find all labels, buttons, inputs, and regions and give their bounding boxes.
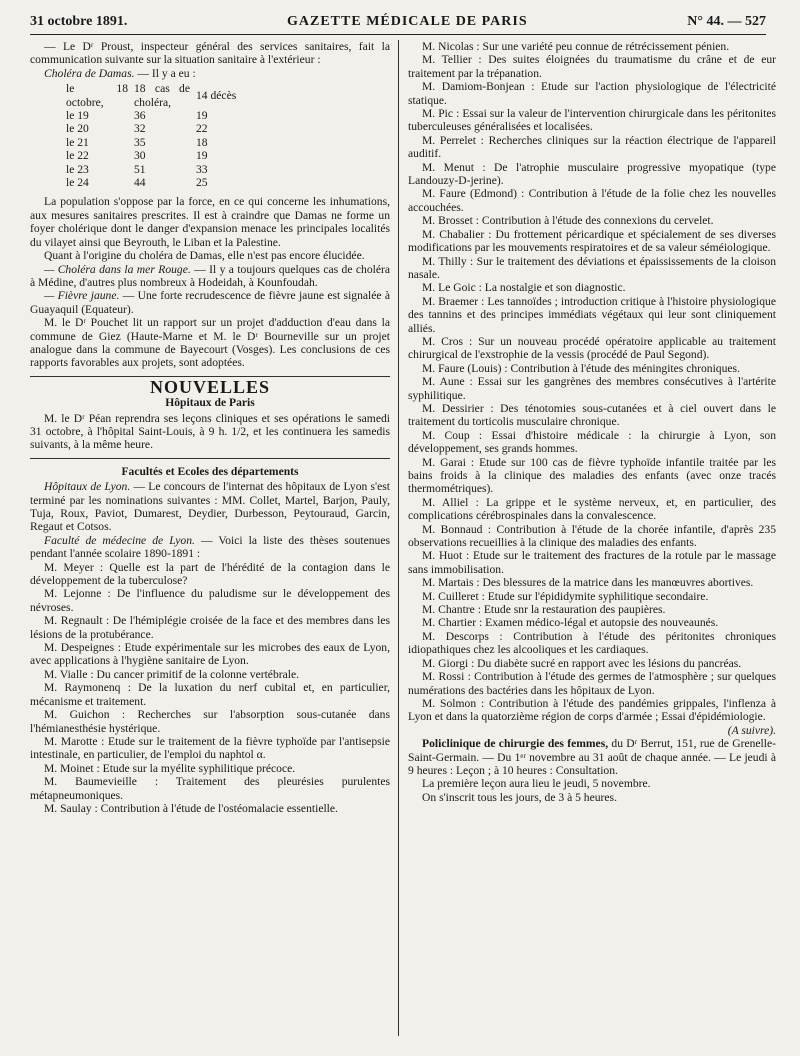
mer-rouge-paragraph: [30, 263, 390, 290]
thesis-entry: M. Brosset : Contribution à l'étude des connexions du cervelet.: [422, 214, 714, 228]
origine-paragraph: Quant à l'origine du choléra de Damas, elle n'est pas encore élucidée.: [44, 249, 365, 263]
thesis-entry: M. Faure (Edmond) : Contribution à l'étude de la folie chez les nouvelles accouchées.: [408, 187, 776, 214]
thesis-entry: M. Garai : Etude sur 100 cas de fièvre typhoïde infantile traitée par les bains froids à la clinique des maladies des enfants (avec onze tracés thermométriques).: [408, 455, 776, 496]
fievre-text: — Une forte recrudescence de fièvre jaune est signalée à Guayaquil (Equateur).: [30, 289, 390, 316]
cholera-cases: 18 cas de choléra,: [134, 82, 190, 109]
cholera-deaths: 33: [196, 162, 208, 176]
mer-rouge-text: — Il y a toujours quelques cas de choléra à Médine, d'autres plus nombreux à Hodeidah, à Kounfoudah.: [30, 262, 390, 289]
cholera-row: [66, 149, 262, 162]
thesis-entry: M. Coup : Essai d'histoire médicale : la chirurgie à Lyon, son développement, ses grands hommes.: [408, 428, 776, 456]
thesis-entry: M. Huot : Etude sur le traitement des fractures de la rotule par le massage sans immobilisation.: [408, 549, 776, 576]
facultes-heading: Facultés et Ecoles des départements: [121, 464, 299, 478]
issue-date: 31 octobre 1891.: [30, 14, 128, 29]
thesis-entry: M. Baumevieille : Traitement des pleurésies purulentes métapneumoniques.: [30, 775, 390, 802]
fievre-paragraph: [30, 289, 390, 316]
thesis-entry: M. Moinet : Etude sur la myélite syphilitique précoce.: [44, 761, 296, 775]
damas-rest: — Il y a eu :: [134, 66, 196, 80]
left-column: [30, 40, 390, 815]
lyon-paragraph: [30, 480, 390, 534]
thesis-entry: M. Raymonenq : De la luxation du nerf cubital et, en particulier, mécanisme et traitement.: [30, 681, 390, 708]
thesis-entry: M. Rossi : Contribution à l'étude des germes de l'atmosphère ; sur quelques numérations des bactéries dans les hôpitaux de Lyon.: [408, 670, 776, 697]
population-paragraph: La population s'oppose par la force, en ce qui concerne les inhumations, aux mesures sanitaires prescrites. Il est à craindre que Damas ne forme un foyer cholérique dont le danger d'expansion menace les principales localités du vilayet ainsi que Beyrouth, le Liban et la Palestine.: [30, 195, 390, 249]
cholera-row: [66, 176, 262, 189]
thesis-entry: M. Alliel : La grippe et le système nerveux, et, en particulier, des complications cérébrospinales dans la convalescence.: [408, 495, 776, 523]
cholera-table: [66, 82, 262, 189]
faculte-title: Faculté de médecine de Lyon.: [44, 533, 195, 547]
thesis-entry: M. Martais : Des blessures de la matrice dans les manœuvres abortives.: [422, 576, 754, 590]
section-rule-2: [30, 458, 390, 459]
faculte-text: — Voici la liste des thèses soutenues pendant l'année scolaire 1890-1891 :: [30, 533, 390, 561]
cholera-cases: 51: [134, 162, 146, 176]
thesis-entry: M. Perrelet : Recherches cliniques sur la réaction électrique de l'appareil auditif.: [408, 133, 776, 161]
hopitaux-paris-heading: Hôpitaux de Paris: [165, 396, 255, 410]
thesis-entry: M. Guichon : Recherches sur l'absorption sous-cutanée dans l'hémianesthésie hystérique.: [30, 708, 390, 735]
column-divider: [398, 40, 399, 1036]
thesis-entry: M. Nicolas : Sur une variété peu connue de rétrécissement pénien.: [422, 40, 730, 53]
cholera-deaths: 19: [196, 109, 208, 123]
cholera-deaths: 19: [196, 149, 208, 163]
cholera-cases: 35: [134, 135, 146, 149]
inscription: On s'inscrit tous les jours, de 3 à 5 heures.: [422, 790, 617, 804]
page-header: [30, 14, 766, 32]
thesis-entry: M. Saulay : Contribution à l'étude de l'ostéomalacie essentielle.: [44, 801, 338, 815]
cholera-day: le 24: [66, 176, 89, 190]
thesis-entry: M. Giorgi : Du diabète sucré en rapport avec les lésions du pancréas.: [422, 656, 742, 670]
thesis-entry: M. Despeignes : Etude expérimentale sur les microbes des eaux de Lyon, avec applications à l'hygiène sanitaire de Lyon.: [30, 641, 390, 668]
cholera-row: [66, 82, 262, 109]
cholera-deaths: 18: [196, 135, 208, 149]
thesis-entry: M. Descorps : Contribution à l'étude des péritonites chroniques idiopathiques chez les alcooliques et les cardiaques.: [408, 629, 776, 657]
thesis-entry: M. Cros : Sur un nouveau procédé opératoire applicable au traitement chirurgical de l'exstrophie de la vessis (procédé de Paul Segond).: [408, 334, 776, 362]
cholera-row: [66, 109, 262, 122]
journal-title: GAZETTE MÉDICALE DE PARIS: [287, 14, 528, 29]
thesis-entry: M. Tellier : Des suites éloignées du traumatisme du crâne et de eur traitement par la trépanation.: [408, 53, 776, 80]
premiere-lecon: La première leçon aura lieu le jeudi, 5 novembre.: [422, 777, 651, 791]
thesis-entry: M. Chantre : Etude snr la restauration des paupières.: [422, 603, 666, 617]
pean-paragraph: M. le Dʳ Péan reprendra ses leçons cliniques et ses opérations le samedi 31 octobre, à l'hôpital Saint-Louis, à 9 h. 1/2, et les continuera les samedis suivants, à la même heure.: [30, 411, 390, 452]
lyon-text: — Le concours de l'internat des hôpitaux de Lyon s'est terminé par les nominations suivantes : MM. Collet, Martel, Barjon, Pauly, Tuja, Roux, Paviot, Dumarest, Deydier, Durbesson, Peytouraud, Garcin, Regaut et Cotsos.: [30, 480, 390, 534]
intro-paragraph: — Le Dʳ Proust, inspecteur général des services sanitaires, fait la communication suivante sur la situation sanitaire à l'extérieur :: [30, 40, 390, 67]
right-theses-list: [408, 40, 776, 724]
cholera-cases: 36: [134, 109, 146, 123]
thesis-entry: M. Thilly : Sur le traitement des déviations et épaississements de la cloison nasale.: [408, 254, 776, 281]
thesis-entry: M. Meyer : Quelle est la part de l'hérédité de la contagion dans le développement de la tuberculose?: [30, 560, 390, 588]
thesis-entry: M. Le Goic : La nostalgie et son diagnostic.: [422, 281, 626, 295]
cholera-day: le 22: [66, 149, 89, 163]
cholera-day: le 21: [66, 135, 89, 149]
cholera-cases: 32: [134, 122, 146, 136]
cholera-deaths: 22: [196, 122, 208, 136]
lyon-title: Hôpitaux de Lyon.: [44, 480, 131, 494]
cholera-deaths: 25: [196, 176, 208, 190]
thesis-entry: M. Pic : Essai sur la valeur de l'intervention chirurgicale dans les péritonites tuberculeuses généralisées et localisées.: [408, 107, 776, 134]
cholera-row: [66, 163, 262, 176]
cholera-row: [66, 122, 262, 135]
thesis-entry: M. Marotte : Etude sur le traitement de la fièvre typhoïde par l'antisepsie intestinale, en particulier, de l'emploi du naphtol α.: [30, 734, 390, 762]
policlinique-title: Policlinique de chirurgie des femmes,: [422, 737, 609, 751]
cholera-day: le 19: [66, 109, 89, 123]
pouchet-paragraph: M. le Dʳ Pouchet lit un rapport sur un projet d'adduction d'eau dans la commune de Giez (Haute-Marne et M. le Dʳ Bourneville sur un projet analogue dans la commune de Bayecourt (Vosges). Les conclusions de ces rapports favorables aux projets, sont adoptées.: [30, 316, 390, 370]
damas-title: Choléra de Damas.: [44, 66, 135, 80]
cholera-deaths: 14 décès: [196, 88, 237, 102]
policlinique-text: du Dʳ Berrut, 151, rue de Grenelle-Saint-Germain. — Du 1ᵉʳ novembre au 31 août de chaque année. — Le jeudi à 9 heures : Leçon ; à 10 heures : Consultation.: [408, 737, 776, 777]
thesis-entry: M. Lejonne : De l'influence du paludisme sur le développement des névroses.: [30, 587, 390, 614]
cholera-cases: 30: [134, 149, 146, 163]
damas-heading: [30, 67, 390, 80]
faculte-paragraph: [30, 534, 390, 561]
thesis-entry: M. Solmon : Contribution à l'étude des pandémies grippales, l'inflenza à Lyon et dans la quatorzième région de corps d'armée ; Essai d'épidémiologie.: [408, 696, 776, 724]
page-number: N° 44. — 527: [687, 14, 766, 29]
thesis-entry: M. Chabalier : Du frottement péricardique et spécialement de ses diverses modifications par les mouvements respiratoires et de sa valeur séméiologique.: [408, 227, 776, 255]
right-column: [408, 40, 776, 804]
nouvelles-heading: NOUVELLES: [149, 376, 271, 397]
thesis-entry: M. Menut : De l'atrophie musculaire progressive myopatique (type Landouzy-D-jerine).: [408, 160, 776, 188]
header-rule: [30, 34, 766, 35]
a-suivre: (A suivre).: [727, 723, 776, 737]
thesis-entry: M. Faure (Louis) : Contribution à l'étude des méningites chroniques.: [422, 361, 740, 375]
cholera-cases: 44: [134, 176, 146, 190]
thesis-entry: M. Vialle : Du cancer primitif de la colonne vertébrale.: [44, 667, 300, 681]
mer-rouge-title: — Choléra dans la mer Rouge.: [44, 262, 191, 276]
left-theses-list: [30, 561, 390, 816]
cholera-row: [66, 136, 262, 149]
thesis-entry: M. Regnault : De l'hémiplégie croisée de la face et des membres dans les lésions de la protubérance.: [30, 614, 390, 641]
thesis-entry: M. Damiom-Bonjean : Etude sur l'action physiologique de l'électricité statique.: [408, 80, 776, 107]
thesis-entry: M. Braemer : Les tannoïdes ; introduction critique à l'histoire physiologique des tannins et des principes immédiats végétaux qui leur sont cliniquement alliés.: [408, 294, 776, 335]
policlinique-paragraph: [408, 737, 776, 777]
cholera-day: le 18 octobre,: [66, 82, 128, 109]
thesis-entry: M. Cuilleret : Etude sur l'épididymite syphilitique secondaire.: [422, 589, 709, 603]
thesis-entry: M. Dessirier : Des ténotomies sous-cutanées et à ciel ouvert dans le traitement du torticolis musculaire chronique.: [408, 401, 776, 429]
fievre-title: — Fièvre jaune.: [44, 289, 120, 303]
cholera-day: le 23: [66, 162, 89, 176]
thesis-entry: M. Bonnaud : Contribution à l'étude de la chorée infantile, d'après 235 observations recueillies à la clinique des maladies des enfants.: [408, 522, 776, 550]
thesis-entry: M. Aune : Essai sur les gangrènes des membres consécutives à l'artérite syphilitique.: [408, 375, 776, 402]
cholera-day: le 20: [66, 122, 89, 136]
thesis-entry: M. Chartier : Examen médico-légal et autopsie des nouveaunés.: [422, 616, 719, 630]
